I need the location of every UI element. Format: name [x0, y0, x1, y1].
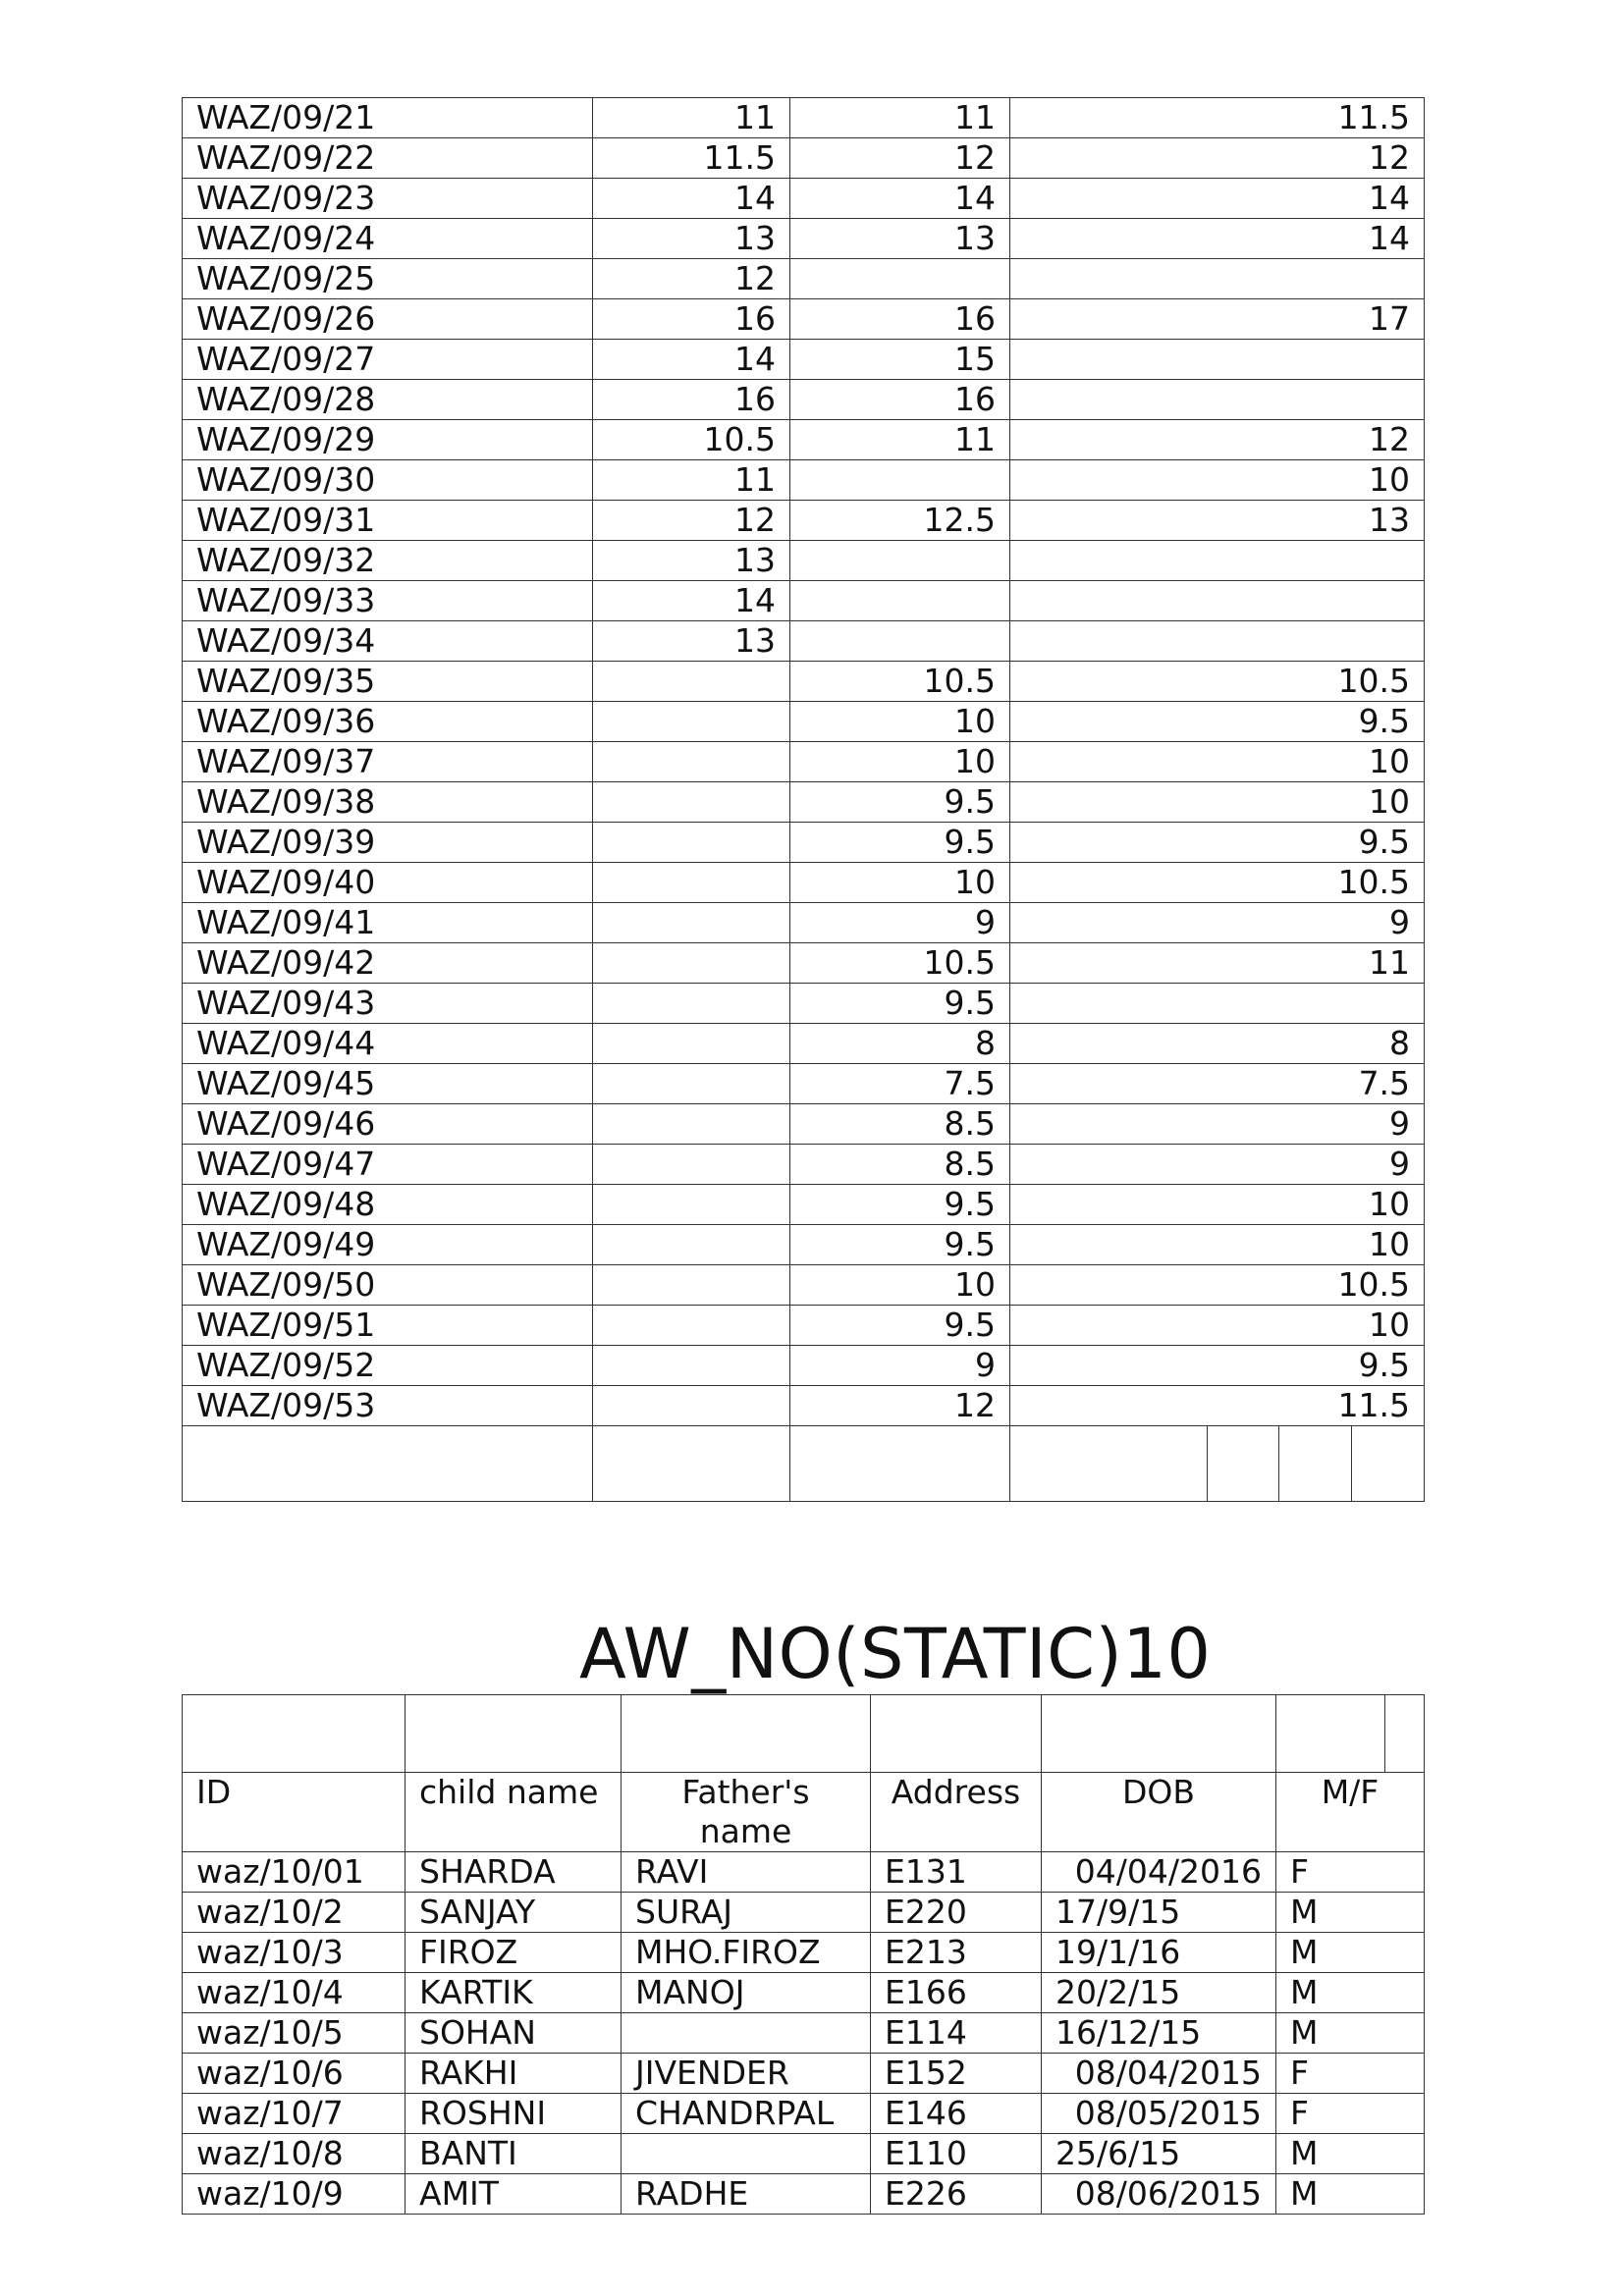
- row-id-cell: WAZ/09/27: [183, 340, 593, 380]
- value-cell: 11.5: [1010, 98, 1425, 138]
- table-row: [183, 1024, 1425, 1064]
- value-cell: [593, 1064, 790, 1104]
- value-cell: 11: [790, 98, 1010, 138]
- table-row: [183, 541, 1425, 581]
- value-cell: 9: [790, 1346, 1010, 1386]
- value-cell: 10: [1010, 1306, 1425, 1346]
- child-id-cell: waz/10/5: [183, 2013, 406, 2054]
- value-cell: [593, 1024, 790, 1064]
- value-cell: 16: [593, 380, 790, 420]
- value-cell: 8.5: [790, 1104, 1010, 1145]
- address-cell: E166: [871, 1973, 1042, 2013]
- value-cell: 7.5: [1010, 1064, 1425, 1104]
- blank-cell: [1010, 1426, 1208, 1502]
- row-id-cell: WAZ/09/44: [183, 1024, 593, 1064]
- row-id-cell: WAZ/09/50: [183, 1265, 593, 1306]
- value-cell: 15: [790, 340, 1010, 380]
- table-row: [183, 501, 1425, 541]
- value-cell: 8: [790, 1024, 1010, 1064]
- table-row: [183, 782, 1425, 823]
- value-cell: [593, 943, 790, 984]
- table-row: [183, 1973, 1425, 2013]
- gender-cell: M: [1276, 1893, 1425, 1933]
- header-dob: DOB: [1042, 1773, 1276, 1852]
- father-name-cell: SURAJ: [622, 1893, 871, 1933]
- value-cell: [593, 1386, 790, 1426]
- blank-cell: [1208, 1426, 1279, 1502]
- table-row: [183, 1064, 1425, 1104]
- value-cell: 16: [790, 380, 1010, 420]
- row-id-cell: WAZ/09/47: [183, 1145, 593, 1185]
- value-cell: 11.5: [593, 138, 790, 179]
- row-id-cell: WAZ/09/36: [183, 702, 593, 742]
- gender-cell: F: [1276, 2094, 1425, 2134]
- value-cell: 12: [790, 138, 1010, 179]
- table-row: [183, 702, 1425, 742]
- blank-cell: [871, 1695, 1042, 1773]
- table-row: [183, 943, 1425, 984]
- row-id-cell: WAZ/09/42: [183, 943, 593, 984]
- table-row: [183, 219, 1425, 259]
- value-cell: [1010, 984, 1425, 1024]
- child-id-cell: waz/10/3: [183, 1933, 406, 1973]
- value-cell: [593, 984, 790, 1024]
- table-row: [183, 2013, 1425, 2054]
- value-cell: 13: [593, 621, 790, 662]
- value-cell: 8.5: [790, 1145, 1010, 1185]
- gender-cell: F: [1276, 2054, 1425, 2094]
- value-cell: 14: [593, 581, 790, 621]
- table-row: [183, 460, 1425, 501]
- value-cell: [790, 259, 1010, 299]
- row-id-cell: WAZ/09/25: [183, 259, 593, 299]
- value-cell: 9: [1010, 1104, 1425, 1145]
- value-cell: 10: [1010, 460, 1425, 501]
- dob-cell: 25/6/15: [1042, 2134, 1276, 2174]
- table-row: [183, 1893, 1425, 1933]
- value-cell: [790, 541, 1010, 581]
- table-row: [183, 2094, 1425, 2134]
- value-cell: 9: [790, 903, 1010, 943]
- child-id-cell: waz/10/4: [183, 1973, 406, 2013]
- value-cell: 13: [790, 219, 1010, 259]
- table-row: [183, 984, 1425, 1024]
- address-cell: E220: [871, 1893, 1042, 1933]
- value-cell: 12: [593, 501, 790, 541]
- value-cell: 9.5: [790, 1306, 1010, 1346]
- empty-row: [183, 1426, 1425, 1502]
- value-cell: [593, 1225, 790, 1265]
- row-id-cell: WAZ/09/35: [183, 662, 593, 702]
- value-cell: 10: [790, 702, 1010, 742]
- measurement-table-body: [183, 98, 1425, 1502]
- value-cell: 14: [593, 340, 790, 380]
- value-cell: 11: [1010, 943, 1425, 984]
- value-cell: 10.5: [593, 420, 790, 460]
- value-cell: [593, 1145, 790, 1185]
- row-id-cell: WAZ/09/34: [183, 621, 593, 662]
- table-row: [183, 138, 1425, 179]
- value-cell: [593, 1306, 790, 1346]
- table-row: [183, 863, 1425, 903]
- father-name-cell: MANOJ: [622, 1973, 871, 2013]
- row-id-cell: WAZ/09/37: [183, 742, 593, 782]
- value-cell: [593, 662, 790, 702]
- dob-cell: 08/04/2015: [1042, 2054, 1276, 2094]
- child-name-cell: SOHAN: [406, 2013, 622, 2054]
- table-row: [183, 742, 1425, 782]
- dob-cell: 08/05/2015: [1042, 2094, 1276, 2134]
- value-cell: 12: [1010, 420, 1425, 460]
- value-cell: 9: [1010, 1145, 1425, 1185]
- header-fathers-name: Father's name: [622, 1773, 871, 1852]
- dob-cell: 19/1/16: [1042, 1933, 1276, 1973]
- value-cell: [790, 581, 1010, 621]
- table-row: [183, 1185, 1425, 1225]
- value-cell: [593, 1265, 790, 1306]
- father-name-cell: CHANDRPAL: [622, 2094, 871, 2134]
- table-row: [183, 179, 1425, 219]
- column-header-row: [183, 1773, 1425, 1852]
- gender-cell: M: [1276, 1973, 1425, 2013]
- address-cell: E114: [871, 2013, 1042, 2054]
- row-id-cell: WAZ/09/29: [183, 420, 593, 460]
- value-cell: [593, 1104, 790, 1145]
- table-row: [183, 380, 1425, 420]
- value-cell: 10: [790, 742, 1010, 782]
- table-row: [183, 1386, 1425, 1426]
- value-cell: 10: [1010, 1225, 1425, 1265]
- address-cell: E213: [871, 1933, 1042, 1973]
- value-cell: 10: [1010, 1185, 1425, 1225]
- row-id-cell: WAZ/09/52: [183, 1346, 593, 1386]
- table-row: [183, 1104, 1425, 1145]
- value-cell: 9.5: [1010, 702, 1425, 742]
- value-cell: 11: [593, 460, 790, 501]
- row-id-cell: WAZ/09/28: [183, 380, 593, 420]
- table-row: [183, 662, 1425, 702]
- value-cell: 12.5: [790, 501, 1010, 541]
- dob-cell: 20/2/15: [1042, 1973, 1276, 2013]
- value-cell: 9.5: [790, 984, 1010, 1024]
- table-row: [183, 420, 1425, 460]
- blank-cell: [622, 1695, 871, 1773]
- child-id-cell: waz/10/2: [183, 1893, 406, 1933]
- value-cell: 17: [1010, 299, 1425, 340]
- dob-cell: 16/12/15: [1042, 2013, 1276, 2054]
- table-row: [183, 2134, 1425, 2174]
- row-id-cell: WAZ/09/43: [183, 984, 593, 1024]
- table-row: [183, 1346, 1425, 1386]
- table-row: [183, 299, 1425, 340]
- value-cell: 9.5: [790, 1185, 1010, 1225]
- child-name-cell: SHARDA: [406, 1852, 622, 1893]
- table-row: [183, 259, 1425, 299]
- row-id-cell: WAZ/09/23: [183, 179, 593, 219]
- child-name-cell: BANTI: [406, 2134, 622, 2174]
- gender-cell: F: [1276, 1852, 1425, 1893]
- children-table-body: [183, 1695, 1425, 2215]
- address-cell: E226: [871, 2174, 1042, 2215]
- table-row: [183, 1145, 1425, 1185]
- blank-cell: [1279, 1426, 1352, 1502]
- blank-cell: [183, 1695, 406, 1773]
- value-cell: 13: [1010, 501, 1425, 541]
- blank-cell: [1276, 1695, 1385, 1773]
- value-cell: [593, 1185, 790, 1225]
- row-id-cell: WAZ/09/31: [183, 501, 593, 541]
- table-row: [183, 1852, 1425, 1893]
- value-cell: 12: [790, 1386, 1010, 1426]
- value-cell: 14: [593, 179, 790, 219]
- blank-cell: [1385, 1695, 1425, 1773]
- value-cell: 12: [1010, 138, 1425, 179]
- section-title: AW_NO(STATIC)10: [579, 1614, 1212, 1694]
- value-cell: [1010, 340, 1425, 380]
- gender-cell: M: [1276, 2174, 1425, 2215]
- value-cell: 10.5: [1010, 662, 1425, 702]
- value-cell: 14: [1010, 219, 1425, 259]
- child-name-cell: KARTIK: [406, 1973, 622, 2013]
- row-id-cell: WAZ/09/26: [183, 299, 593, 340]
- row-id-cell: WAZ/09/45: [183, 1064, 593, 1104]
- row-id-cell: WAZ/09/39: [183, 823, 593, 863]
- header-address: Address: [871, 1773, 1042, 1852]
- value-cell: 16: [593, 299, 790, 340]
- row-id-cell: WAZ/09/38: [183, 782, 593, 823]
- value-cell: 10.5: [1010, 1265, 1425, 1306]
- value-cell: [593, 702, 790, 742]
- value-cell: 11: [790, 420, 1010, 460]
- table-row: [183, 1225, 1425, 1265]
- table-row: [183, 621, 1425, 662]
- child-id-cell: waz/10/01: [183, 1852, 406, 1893]
- value-cell: [1010, 259, 1425, 299]
- value-cell: 9.5: [1010, 1346, 1425, 1386]
- value-cell: 11: [593, 98, 790, 138]
- value-cell: [593, 903, 790, 943]
- children-table: [182, 1694, 1425, 2215]
- row-id-cell: WAZ/09/24: [183, 219, 593, 259]
- value-cell: 10: [790, 863, 1010, 903]
- value-cell: 14: [790, 179, 1010, 219]
- header-gender: M/F: [1276, 1773, 1425, 1852]
- gender-cell: M: [1276, 1933, 1425, 1973]
- header-child-name: child name: [406, 1773, 622, 1852]
- value-cell: 8: [1010, 1024, 1425, 1064]
- gender-cell: M: [1276, 2134, 1425, 2174]
- child-name-cell: FIROZ: [406, 1933, 622, 1973]
- value-cell: 16: [790, 299, 1010, 340]
- father-name-cell: RAVI: [622, 1852, 871, 1893]
- row-id-cell: WAZ/09/32: [183, 541, 593, 581]
- blank-cell: [1042, 1695, 1276, 1773]
- table-row: [183, 903, 1425, 943]
- address-cell: E110: [871, 2134, 1042, 2174]
- child-id-cell: waz/10/6: [183, 2054, 406, 2094]
- row-id-cell: WAZ/09/48: [183, 1185, 593, 1225]
- value-cell: [1010, 380, 1425, 420]
- value-cell: 10.5: [1010, 863, 1425, 903]
- dob-cell: 04/04/2016: [1042, 1852, 1276, 1893]
- value-cell: 9.5: [790, 1225, 1010, 1265]
- child-name-cell: RAKHI: [406, 2054, 622, 2094]
- dob-cell: 17/9/15: [1042, 1893, 1276, 1933]
- value-cell: 10.5: [790, 943, 1010, 984]
- value-cell: [593, 863, 790, 903]
- table-row: [183, 1265, 1425, 1306]
- value-cell: [1010, 621, 1425, 662]
- row-id-cell: WAZ/09/33: [183, 581, 593, 621]
- gender-cell: M: [1276, 2013, 1425, 2054]
- table-row: [183, 823, 1425, 863]
- row-id-cell: WAZ/09/21: [183, 98, 593, 138]
- father-name-cell: [622, 2013, 871, 2054]
- value-cell: 7.5: [790, 1064, 1010, 1104]
- row-id-cell: WAZ/09/41: [183, 903, 593, 943]
- row-id-cell: WAZ/09/40: [183, 863, 593, 903]
- child-id-cell: waz/10/9: [183, 2174, 406, 2215]
- value-cell: 14: [1010, 179, 1425, 219]
- address-cell: E131: [871, 1852, 1042, 1893]
- row-id-cell: WAZ/09/46: [183, 1104, 593, 1145]
- row-id-cell: WAZ/09/22: [183, 138, 593, 179]
- table-row: [183, 1306, 1425, 1346]
- child-name-cell: ROSHNI: [406, 2094, 622, 2134]
- value-cell: 13: [593, 541, 790, 581]
- father-name-cell: [622, 2134, 871, 2174]
- blank-cell: [1352, 1426, 1425, 1502]
- dob-cell: 08/06/2015: [1042, 2174, 1276, 2215]
- row-id-cell: WAZ/09/51: [183, 1306, 593, 1346]
- table-row: [183, 98, 1425, 138]
- value-cell: [1010, 541, 1425, 581]
- value-cell: 10.5: [790, 662, 1010, 702]
- blank-cell: [406, 1695, 622, 1773]
- value-cell: 10: [1010, 742, 1425, 782]
- value-cell: 10: [1010, 782, 1425, 823]
- value-cell: [593, 742, 790, 782]
- address-cell: E152: [871, 2054, 1042, 2094]
- header-id: ID: [183, 1773, 406, 1852]
- blank-header-row: [183, 1695, 1425, 1773]
- value-cell: [593, 782, 790, 823]
- blank-cell: [790, 1426, 1010, 1502]
- child-name-cell: AMIT: [406, 2174, 622, 2215]
- measurement-table: [182, 97, 1425, 1502]
- blank-cell: [593, 1426, 790, 1502]
- table-row: [183, 581, 1425, 621]
- row-id-cell: WAZ/09/53: [183, 1386, 593, 1426]
- row-id-cell: WAZ/09/49: [183, 1225, 593, 1265]
- value-cell: 9.5: [790, 782, 1010, 823]
- table-row: [183, 2054, 1425, 2094]
- value-cell: 9: [1010, 903, 1425, 943]
- value-cell: 9.5: [1010, 823, 1425, 863]
- value-cell: [593, 1346, 790, 1386]
- father-name-cell: RADHE: [622, 2174, 871, 2215]
- value-cell: 11.5: [1010, 1386, 1425, 1426]
- blank-cell: [183, 1426, 593, 1502]
- child-id-cell: waz/10/7: [183, 2094, 406, 2134]
- value-cell: 10: [790, 1265, 1010, 1306]
- value-cell: 13: [593, 219, 790, 259]
- value-cell: 9.5: [790, 823, 1010, 863]
- value-cell: [1010, 581, 1425, 621]
- row-id-cell: WAZ/09/30: [183, 460, 593, 501]
- table-row: [183, 1933, 1425, 1973]
- value-cell: [790, 460, 1010, 501]
- father-name-cell: MHO.FIROZ: [622, 1933, 871, 1973]
- table-row: [183, 340, 1425, 380]
- child-id-cell: waz/10/8: [183, 2134, 406, 2174]
- value-cell: 12: [593, 259, 790, 299]
- father-name-cell: JIVENDER: [622, 2054, 871, 2094]
- value-cell: [593, 823, 790, 863]
- table-row: [183, 2174, 1425, 2215]
- address-cell: E146: [871, 2094, 1042, 2134]
- child-name-cell: SANJAY: [406, 1893, 622, 1933]
- value-cell: [790, 621, 1010, 662]
